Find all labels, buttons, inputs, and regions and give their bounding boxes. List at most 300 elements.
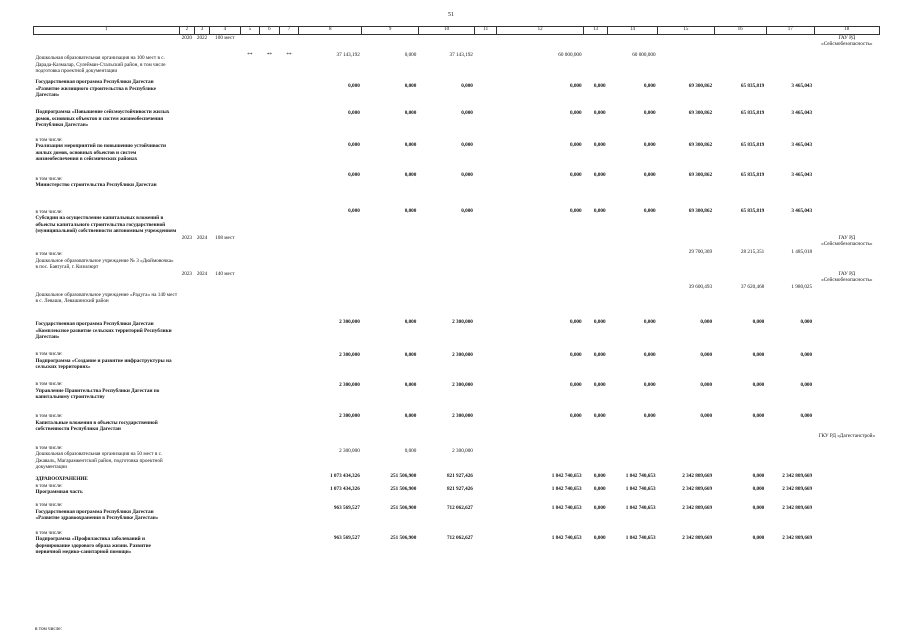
cell-col-10: 0,000 — [461, 83, 473, 90]
cell-col-12: 0,000 — [569, 208, 582, 215]
table-row — [34, 35, 880, 75]
cell-col-4 — [210, 341, 240, 371]
cell-col-12: 0,000 — [569, 382, 582, 389]
table-row — [34, 163, 880, 189]
cell-col-2 — [179, 371, 194, 401]
cell-col-3 — [194, 433, 209, 471]
cell-col-11 — [475, 495, 497, 521]
cell-col-3 — [194, 99, 209, 129]
cell-col-7 — [279, 401, 299, 433]
cell-col-16: 0,000 — [752, 505, 765, 512]
cell-col-12: 0,000 — [569, 352, 582, 359]
cell-col-9: 0,000 — [404, 142, 417, 149]
cell-col-5: ** — [247, 51, 253, 58]
cell-col-14: 1 842 740,653 — [625, 505, 656, 512]
cell-col-4: 100 мест — [215, 35, 235, 41]
table-row — [34, 341, 880, 371]
cell-col-12: 60 000,000 — [558, 51, 582, 58]
row-name-cell — [34, 371, 180, 401]
row-name: Министерство строительства Республики Дагестан — [35, 182, 157, 189]
cell-col-2 — [179, 433, 194, 471]
cell-col-3 — [194, 471, 209, 483]
cell-col-13: 0,000 — [593, 142, 606, 149]
table-row — [34, 521, 880, 555]
cell-col-6 — [260, 483, 280, 496]
cell-col-13 — [584, 433, 608, 471]
cell-col-17: 1 485,018 — [791, 249, 813, 256]
header-cell-14: 14 — [608, 27, 658, 35]
row-name: Субсидии на осуществление капитальных вложений в объекты капитального строительства государственной (муниципальной) собственности автономным учреждениям — [35, 215, 177, 235]
cell-col-4 — [210, 495, 240, 521]
cell-col-16: 0,000 — [752, 382, 765, 389]
cell-col-18: ГАУ РД «Сейсмобезопасность» — [821, 234, 873, 247]
row-name: Государственная программа Республики Дагестан «Комплексное развитие сельских территорий Республики Дагестан» — [35, 321, 172, 341]
cell-col-2 — [179, 341, 194, 371]
row-name-cell — [34, 271, 180, 305]
cell-col-2 — [179, 305, 194, 341]
cell-col-18 — [814, 401, 879, 433]
cell-col-3 — [194, 401, 209, 433]
cell-col-11 — [475, 471, 497, 483]
cell-col-17: 0,000 — [800, 413, 813, 420]
cell-col-13: 0,000 — [593, 319, 606, 326]
cell-col-12: 1 842 740,653 — [551, 505, 582, 512]
cell-col-4 — [210, 433, 240, 471]
cell-col-2 — [179, 189, 194, 235]
cell-col-10: 0,000 — [461, 110, 473, 117]
cell-col-5 — [240, 433, 260, 471]
cell-col-5 — [240, 471, 260, 483]
cell-col-9: 0,000 — [404, 319, 417, 326]
cell-col-13: 0,000 — [593, 172, 606, 179]
cell-col-13: 0,000 — [593, 505, 606, 512]
cell-col-13: 0,000 — [593, 473, 606, 480]
cell-col-15: 2 342 809,669 — [682, 505, 713, 512]
cell-col-15: 2 342 809,669 — [682, 485, 713, 492]
cell-col-8: 37 143,192 — [336, 51, 360, 58]
cell-col-3 — [194, 521, 209, 555]
table-body — [34, 35, 880, 556]
header-cell-8: 8 — [299, 27, 362, 35]
cell-col-7 — [279, 305, 299, 341]
cell-col-5 — [240, 75, 260, 99]
header-cell-13: 13 — [584, 27, 608, 35]
header-cell-16: 16 — [714, 27, 766, 35]
cell-col-8: 0,000 — [348, 208, 360, 215]
cell-col-18 — [814, 189, 879, 235]
cell-col-15: 29 700,369 — [688, 249, 713, 256]
cell-col-13: 0,000 — [593, 485, 606, 492]
cell-col-3 — [194, 483, 209, 496]
cell-col-9: 251 506,900 — [390, 535, 417, 542]
cell-col-18 — [814, 371, 879, 401]
cell-col-17: 2 342 809,669 — [782, 473, 813, 480]
cell-col-18 — [814, 305, 879, 341]
cell-col-16: 65 835,819 — [740, 172, 765, 179]
cell-col-6 — [260, 189, 280, 235]
cell-col-16: 65 835,819 — [740, 110, 765, 117]
row-name-cell — [34, 75, 180, 99]
cell-col-10: 37 143,192 — [449, 51, 473, 58]
cell-col-11 — [475, 305, 497, 341]
cell-col-17: 2 342 809,669 — [782, 485, 813, 492]
cell-col-5 — [240, 189, 260, 235]
cell-col-3: 2024 — [196, 270, 208, 277]
cell-col-18: ГАУ РД «Сейсмобезопасность» — [821, 35, 873, 48]
cell-col-7 — [279, 189, 299, 235]
cell-col-6 — [260, 129, 280, 163]
cell-col-10: 2 300,000 — [452, 382, 473, 389]
cell-col-5 — [240, 235, 260, 271]
table-row — [34, 483, 880, 496]
cell-col-16: 0,000 — [752, 535, 765, 542]
row-prefix: в том числе: — [35, 529, 63, 536]
cell-col-11 — [475, 129, 497, 163]
cell-col-14: 0,000 — [643, 208, 656, 215]
budget-table — [33, 26, 880, 555]
cell-col-3 — [194, 129, 209, 163]
row-name: Дошкольное образовательное учреждение «Радуга» на 140 мест в с. Леваши, Левашинский район — [35, 291, 178, 305]
cell-col-14 — [608, 433, 658, 471]
header-cell-10: 10 — [418, 27, 475, 35]
cell-col-16 — [714, 35, 766, 75]
cell-col-16: 0,000 — [752, 319, 765, 326]
cell-col-15: 69 300,862 — [688, 172, 713, 179]
cell-col-13: 0,000 — [593, 413, 606, 420]
cell-col-18: ГАУ РД «Сейсмобезопасность» — [821, 270, 873, 283]
footer-note: в том числе: — [35, 626, 63, 632]
cell-col-17: 0,000 — [800, 352, 813, 359]
cell-col-11 — [475, 401, 497, 433]
row-name-cell — [34, 433, 180, 471]
cell-col-15: 69 300,862 — [688, 208, 713, 215]
cell-col-2 — [179, 483, 194, 496]
row-name-cell — [34, 235, 180, 271]
cell-col-13: 0,000 — [593, 83, 606, 90]
cell-col-16: 0,000 — [752, 473, 765, 480]
cell-col-13: 0,000 — [593, 208, 606, 215]
cell-col-11 — [475, 189, 497, 235]
cell-col-16: 0,000 — [752, 485, 765, 492]
row-name: Капитальные вложения в объекты государственной собственности Республики Дагестан — [35, 419, 158, 433]
header-cell-17: 17 — [766, 27, 814, 35]
cell-col-12: 1 842 740,653 — [551, 535, 582, 542]
cell-col-16: 65 835,819 — [740, 208, 765, 215]
cell-col-3: 2024 — [196, 234, 208, 241]
row-name: Подпрограмма «Создание и развитие инфраструктуры на сельских территориях» — [35, 357, 172, 371]
cell-col-17: 0,000 — [800, 319, 813, 326]
cell-col-4 — [210, 401, 240, 433]
row-name-cell — [34, 495, 180, 521]
row-name: Подпрограмма «Повышение сейсмоустойчивости жилых домов, основных объектов и систем жизнеобеспечения Республики Дагестан» — [35, 109, 170, 129]
row-name-cell — [34, 35, 180, 75]
cell-col-10: 0,000 — [461, 172, 473, 179]
cell-col-12 — [497, 433, 584, 471]
cell-col-10: 2 300,000 — [452, 448, 473, 455]
cell-col-12: 0,000 — [569, 83, 582, 90]
cell-col-2: 2023 — [181, 270, 192, 277]
cell-col-4 — [210, 371, 240, 401]
cell-col-11 — [475, 163, 497, 189]
cell-col-14: 0,000 — [643, 319, 656, 326]
table-row — [34, 495, 880, 521]
cell-col-15: 0,000 — [700, 382, 713, 389]
cell-col-14: 0,000 — [643, 382, 656, 389]
cell-col-9: 0,000 — [404, 51, 417, 58]
cell-col-2 — [179, 129, 194, 163]
cell-col-2 — [179, 75, 194, 99]
cell-col-15: 69 300,862 — [688, 83, 713, 90]
cell-col-12: 0,000 — [569, 172, 582, 179]
cell-col-7 — [279, 433, 299, 471]
cell-col-4 — [210, 189, 240, 235]
cell-col-6 — [260, 521, 280, 555]
header-cell-18: 18 — [814, 27, 879, 35]
cell-col-6 — [260, 401, 280, 433]
cell-col-17: 3 465,043 — [791, 110, 813, 117]
cell-col-14: 1 842 740,653 — [625, 485, 656, 492]
cell-col-18 — [814, 129, 879, 163]
cell-col-4: 140 мест — [215, 270, 235, 277]
cell-col-10: 821 927,426 — [446, 485, 473, 492]
cell-col-14: 0,000 — [643, 110, 656, 117]
cell-col-12: 0,000 — [569, 110, 582, 117]
table-row — [34, 129, 880, 163]
row-prefix: в том числе: — [35, 381, 63, 388]
cell-col-13: 0,000 — [593, 110, 606, 117]
cell-col-10: 712 062,627 — [446, 505, 473, 512]
cell-col-14: 0,000 — [643, 142, 656, 149]
cell-col-17: 3 465,043 — [791, 83, 813, 90]
cell-col-5 — [240, 163, 260, 189]
cell-col-8: 0,000 — [348, 142, 360, 149]
row-name: ЗДРАВООХРАНЕНИЕ — [35, 476, 88, 483]
cell-col-10: 821 927,426 — [446, 473, 473, 480]
cell-col-5 — [240, 341, 260, 371]
cell-col-13 — [584, 235, 608, 271]
header-cell-9: 9 — [362, 27, 419, 35]
cell-col-16: 28 215,351 — [740, 249, 765, 256]
cell-col-6 — [260, 371, 280, 401]
cell-col-6 — [260, 163, 280, 189]
cell-col-13 — [584, 35, 608, 75]
cell-col-6 — [260, 341, 280, 371]
cell-col-5 — [240, 99, 260, 129]
cell-col-9: 0,000 — [404, 413, 417, 420]
header-cell-5: 5 — [240, 27, 260, 35]
cell-col-4 — [210, 521, 240, 555]
cell-col-9: 251 506,900 — [390, 485, 417, 492]
cell-col-15: 0,000 — [700, 319, 713, 326]
table-row — [34, 75, 880, 99]
cell-col-12: 0,000 — [569, 319, 582, 326]
cell-col-5 — [240, 129, 260, 163]
row-name-cell — [34, 521, 180, 555]
cell-col-10: 2 300,000 — [452, 413, 473, 420]
cell-col-18 — [814, 163, 879, 189]
cell-col-3 — [194, 189, 209, 235]
row-name: Дошкольная образовательная организация на 100 мест в с. Дарада-Казмалар, Сулейман-Стальский район, в том числе подготовка проектной документации — [35, 55, 166, 75]
row-prefix: в том числе: — [35, 502, 63, 509]
cell-col-14: 60 000,000 — [632, 51, 656, 58]
row-prefix: в том числе: — [35, 444, 63, 451]
cell-col-18 — [814, 521, 879, 555]
cell-col-5 — [240, 271, 260, 305]
cell-col-9: 0,000 — [404, 172, 417, 179]
cell-col-9: 0,000 — [404, 352, 417, 359]
cell-col-7 — [279, 235, 299, 271]
cell-col-6 — [260, 305, 280, 341]
page-number: 51 — [448, 12, 454, 18]
cell-col-9: 0,000 — [404, 110, 417, 117]
cell-col-7 — [279, 371, 299, 401]
cell-col-5 — [240, 305, 260, 341]
table-row — [34, 271, 880, 305]
header-cell-6: 6 — [260, 27, 280, 35]
row-name-cell — [34, 471, 180, 483]
cell-col-10: 712 062,627 — [446, 535, 473, 542]
row-name: Дошкольное образовательное учреждение № 3 «Дюймовочка» в пос. Бавтугай, г. Кизилюрт — [35, 257, 174, 271]
table-row — [34, 189, 880, 235]
cell-col-7 — [279, 271, 299, 305]
cell-col-4 — [210, 99, 240, 129]
cell-col-17: 2 342 809,669 — [782, 535, 813, 542]
cell-col-16: 37 620,468 — [740, 284, 765, 291]
cell-col-9 — [362, 235, 419, 271]
cell-col-14: 1 842 740,653 — [625, 535, 656, 542]
cell-col-2: 2023 — [181, 234, 192, 241]
cell-col-10: 2 300,000 — [452, 352, 473, 359]
cell-col-11 — [475, 433, 497, 471]
cell-col-8: 1 073 434,326 — [330, 473, 360, 480]
table-row — [34, 235, 880, 271]
cell-col-14: 0,000 — [643, 172, 656, 179]
cell-col-4: 108 мест — [215, 234, 235, 241]
cell-col-8: 1 073 434,326 — [330, 485, 360, 492]
cell-col-17: 2 342 809,669 — [782, 505, 813, 512]
cell-col-7 — [279, 75, 299, 99]
cell-col-3 — [194, 305, 209, 341]
cell-col-9: 251 506,900 — [390, 505, 417, 512]
cell-col-9: 0,000 — [404, 448, 417, 455]
row-prefix: в том числе: — [35, 175, 63, 182]
cell-col-15: 39 600,493 — [688, 284, 713, 291]
cell-col-6 — [260, 433, 280, 471]
cell-col-3 — [194, 163, 209, 189]
cell-col-11 — [475, 235, 497, 271]
cell-col-8: 2 300,000 — [339, 382, 360, 389]
cell-col-14: 1 842 740,653 — [625, 473, 656, 480]
cell-col-17: 3 465,043 — [791, 142, 813, 149]
cell-col-16 — [714, 433, 766, 471]
cell-col-12 — [497, 235, 584, 271]
cell-col-12: 0,000 — [569, 142, 582, 149]
cell-col-9: 0,000 — [404, 83, 417, 90]
cell-col-13: 0,000 — [593, 352, 606, 359]
cell-col-6 — [260, 495, 280, 521]
cell-col-3 — [194, 371, 209, 401]
cell-col-5 — [240, 521, 260, 555]
header-cell-2: 2 — [179, 27, 194, 35]
cell-col-18 — [814, 75, 879, 99]
header-cell-7: 7 — [279, 27, 299, 35]
row-prefix: в том числе: — [35, 251, 63, 258]
header-cell-4: 4 — [210, 27, 240, 35]
cell-col-17: 1 980,025 — [791, 284, 813, 291]
cell-col-7 — [279, 341, 299, 371]
cell-col-11 — [475, 35, 497, 75]
cell-col-16: 0,000 — [752, 352, 765, 359]
cell-col-13 — [584, 271, 608, 305]
row-name-cell — [34, 189, 180, 235]
cell-col-15: 69 300,862 — [688, 110, 713, 117]
cell-col-8: 963 569,527 — [333, 535, 360, 542]
cell-col-3 — [194, 75, 209, 99]
header-row — [34, 27, 880, 35]
cell-col-7 — [279, 163, 299, 189]
cell-col-7 — [279, 129, 299, 163]
cell-col-15: 0,000 — [700, 352, 713, 359]
table-row — [34, 371, 880, 401]
cell-col-13: 0,000 — [593, 382, 606, 389]
cell-col-5 — [240, 483, 260, 496]
cell-col-6 — [260, 471, 280, 483]
cell-col-17: 3 465,043 — [791, 172, 813, 179]
cell-col-5 — [240, 495, 260, 521]
cell-col-18 — [814, 341, 879, 371]
cell-col-10: 0,000 — [461, 142, 473, 149]
cell-col-9: 0,000 — [404, 208, 417, 215]
cell-col-14 — [608, 235, 658, 271]
cell-col-4 — [210, 305, 240, 341]
row-name-cell — [34, 305, 180, 341]
row-name: Подпрограмма «Профилактика заболеваний и формирование здорового образа жизни. Развитие первичной медико-санитарной помощи» — [35, 536, 151, 555]
row-prefix: в том числе: — [35, 482, 63, 489]
cell-col-11 — [475, 271, 497, 305]
cell-col-15 — [658, 35, 715, 75]
cell-col-18 — [814, 483, 879, 496]
cell-col-8: 2 300,000 — [339, 319, 360, 326]
cell-col-18 — [814, 99, 879, 129]
cell-col-2 — [179, 495, 194, 521]
cell-col-4 — [210, 483, 240, 496]
cell-col-15: 0,000 — [700, 413, 713, 420]
cell-col-7: ** — [286, 51, 292, 58]
cell-col-11 — [475, 75, 497, 99]
row-prefix: в том числе: — [35, 208, 63, 215]
cell-col-6 — [260, 99, 280, 129]
cell-col-3 — [194, 341, 209, 371]
row-name-cell — [34, 163, 180, 189]
cell-col-13: 0,000 — [593, 535, 606, 542]
cell-col-5 — [240, 371, 260, 401]
cell-col-14: 0,000 — [643, 83, 656, 90]
cell-col-18: ГКУ РД «Дагестанстрой» — [818, 432, 876, 439]
cell-col-9: 251 506,900 — [390, 473, 417, 480]
cell-col-6 — [260, 75, 280, 99]
row-name: Управление Правительства Республики Дагестан по капитальному строительству — [35, 387, 160, 401]
cell-col-4 — [210, 163, 240, 189]
cell-col-6: ** — [266, 51, 273, 58]
row-name: Программная часть — [35, 488, 83, 495]
table-row — [34, 471, 880, 483]
cell-col-12: 1 842 740,653 — [551, 473, 582, 480]
cell-col-6 — [260, 271, 280, 305]
table-row — [34, 99, 880, 129]
cell-col-3 — [194, 495, 209, 521]
row-name-cell — [34, 99, 180, 129]
cell-col-11 — [475, 521, 497, 555]
